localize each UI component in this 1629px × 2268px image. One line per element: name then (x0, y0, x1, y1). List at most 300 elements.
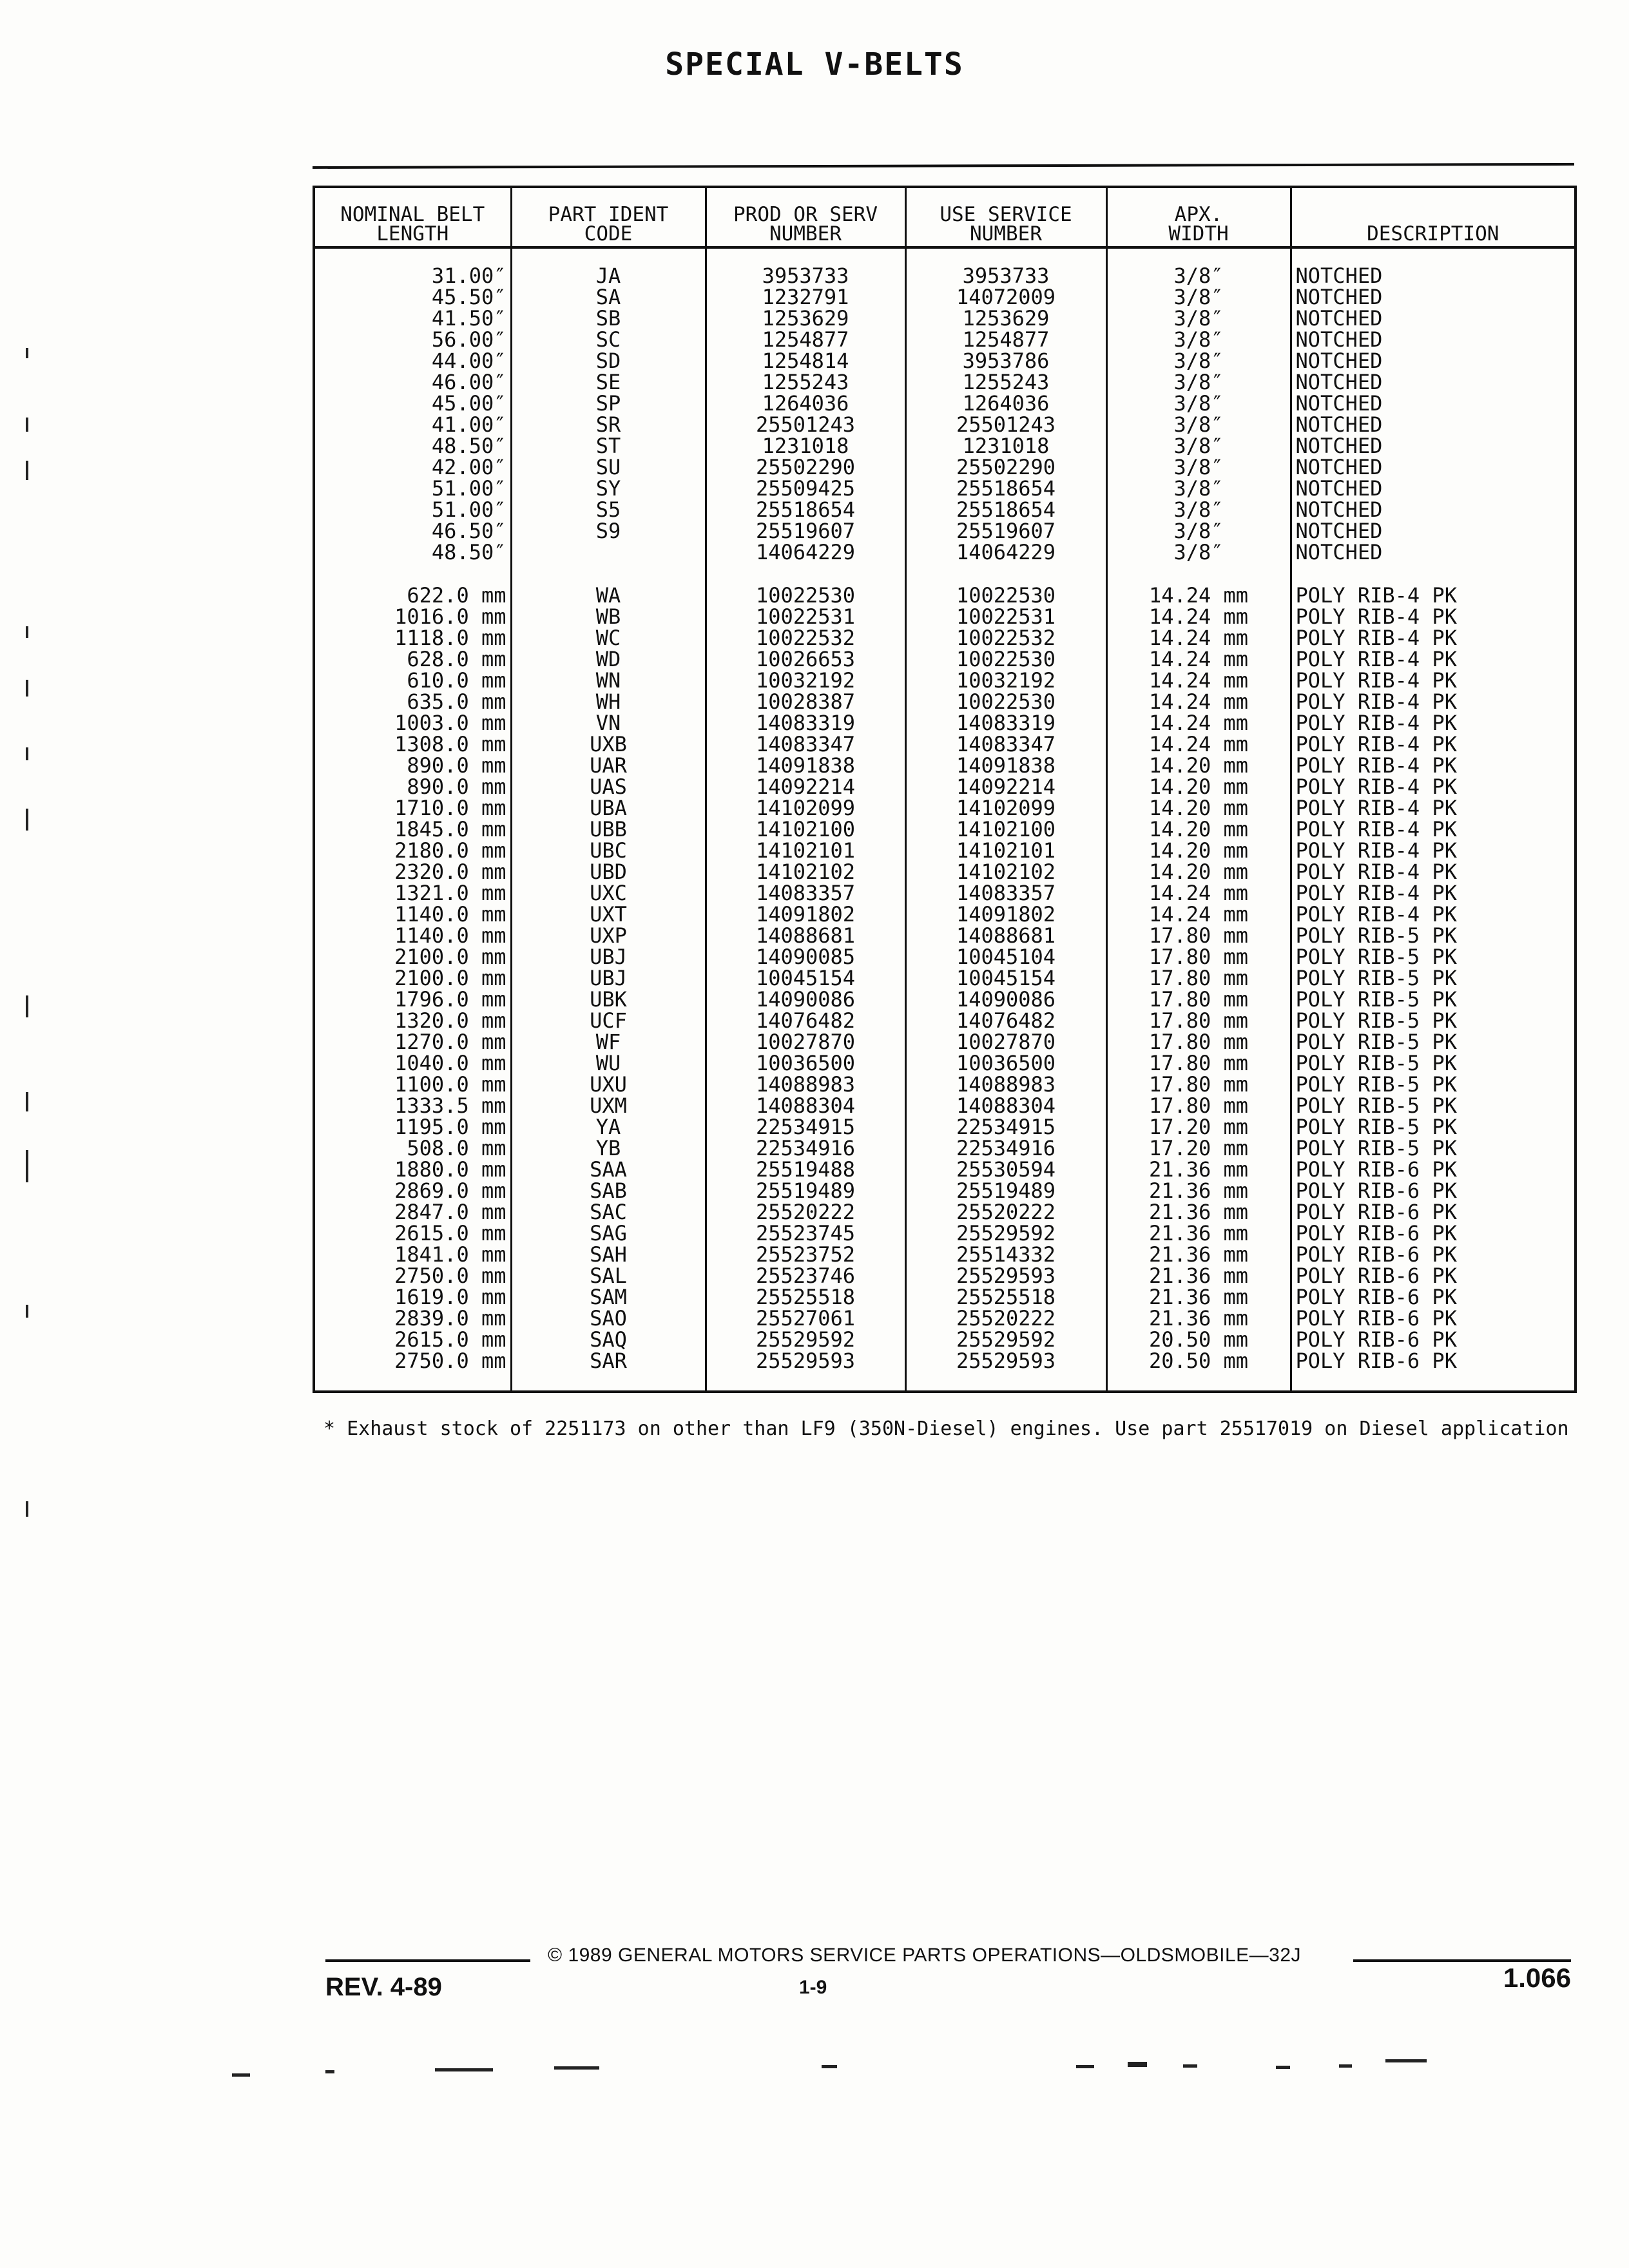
prod-or-serv-number-cell: 14076482 (706, 1010, 905, 1032)
apx-width-cell: 21.36 mm (1106, 1159, 1291, 1180)
table-filler-row (314, 1372, 1576, 1392)
part-ident-code-cell: WH (511, 691, 706, 713)
part-ident-code-cell: S5 (511, 499, 706, 521)
belt-length-cell: 610.0 mm (314, 670, 511, 691)
use-service-number-cell: 25518654 (905, 499, 1106, 521)
apx-width-cell: 17.80 mm (1106, 968, 1291, 989)
use-service-number-cell: 22534915 (905, 1117, 1106, 1138)
table-row (314, 1287, 1576, 1308)
table-row (314, 755, 1576, 776)
use-service-number-cell: 25519607 (905, 521, 1106, 542)
apx-width-cell: 14.20 mm (1106, 798, 1291, 819)
prod-or-serv-number-cell: 10026653 (706, 649, 905, 670)
table-row (314, 308, 1576, 329)
description-cell: POLY RIB-5 PK (1295, 923, 1457, 948)
part-ident-code-cell: WA (511, 563, 706, 606)
table-row (314, 329, 1576, 351)
table-header-row (314, 187, 1576, 247)
belt-length-cell: 51.00″ (314, 478, 511, 499)
apx-width-cell: 14.24 mm (1106, 670, 1291, 691)
prod-or-serv-number-cell: 25523745 (706, 1223, 905, 1244)
table-row (314, 1244, 1576, 1265)
part-ident-code-cell: SAL (511, 1265, 706, 1287)
use-service-number-cell: 14090086 (905, 989, 1106, 1010)
prod-or-serv-number-cell: 25519607 (706, 521, 905, 542)
description-cell: POLY RIB-6 PK (1295, 1157, 1457, 1182)
margin-tick (26, 1305, 28, 1318)
table-body (314, 247, 1576, 1392)
scan-smudge (325, 2070, 334, 2073)
belt-length-cell: 890.0 mm (314, 755, 511, 776)
apx-width-cell: 14.20 mm (1106, 755, 1291, 776)
apx-width-cell: 14.20 mm (1106, 861, 1291, 883)
part-ident-code-cell: VN (511, 713, 706, 734)
belt-length-cell: 2100.0 mm (314, 968, 511, 989)
use-service-number-cell: 25520222 (905, 1202, 1106, 1223)
belt-length-cell: 1140.0 mm (314, 904, 511, 925)
prod-or-serv-number-cell: 1253629 (706, 308, 905, 329)
prod-or-serv-number-cell: 14102101 (706, 840, 905, 861)
part-ident-code-cell: YB (511, 1138, 706, 1159)
margin-tick (26, 348, 28, 358)
prod-or-serv-number-cell: 25509425 (706, 478, 905, 499)
prod-or-serv-number-cell: 14102100 (706, 819, 905, 840)
header-use-service-number: USE SERVICE NUMBER (905, 187, 1106, 247)
table-row (314, 840, 1576, 861)
prod-or-serv-number-cell: 10022530 (706, 563, 905, 606)
prod-or-serv-number-cell: 1264036 (706, 393, 905, 414)
belt-length-cell: 45.00″ (314, 393, 511, 414)
prod-or-serv-number-cell: 25519488 (706, 1159, 905, 1180)
description-cell: NOTCHED (1295, 497, 1383, 522)
use-service-number-cell: 1254877 (905, 329, 1106, 351)
margin-tick (26, 747, 28, 760)
description-cell: POLY RIB-6 PK (1295, 1200, 1457, 1224)
part-ident-code-cell: SP (511, 393, 706, 414)
description-cell: POLY RIB-5 PK (1295, 1093, 1457, 1118)
description-cell: NOTCHED (1295, 455, 1383, 479)
belt-length-cell: 1619.0 mm (314, 1287, 511, 1308)
belt-length-cell: 628.0 mm (314, 649, 511, 670)
part-ident-code-cell: UXB (511, 734, 706, 755)
table-row (314, 1329, 1576, 1350)
table-row (314, 947, 1576, 968)
table-row (314, 351, 1576, 372)
prod-or-serv-number-cell: 14092214 (706, 776, 905, 798)
apx-width-cell: 14.24 mm (1106, 606, 1291, 628)
prod-or-serv-number-cell: 25502290 (706, 457, 905, 478)
description-cell: POLY RIB-4 PK (1295, 838, 1457, 863)
belt-length-cell: 2320.0 mm (314, 861, 511, 883)
apx-width-cell: 20.50 mm (1106, 1350, 1291, 1372)
belt-length-cell: 1333.5 mm (314, 1095, 511, 1117)
description-cell: POLY RIB-5 PK (1295, 1030, 1457, 1054)
apx-width-cell: 14.24 mm (1106, 734, 1291, 755)
prod-or-serv-number-cell: 14083357 (706, 883, 905, 904)
footnote: * Exhaust stock of 2251173 on other than LF9 (350N-Diesel) engines. Use part 25517019 on Diesel application (323, 1418, 1569, 1440)
prod-or-serv-number-cell: 14091802 (706, 904, 905, 925)
use-service-number-cell: 25529593 (905, 1265, 1106, 1287)
description-cell: POLY RIB-4 PK (1295, 860, 1457, 884)
description-cell: POLY RIB-6 PK (1295, 1285, 1457, 1309)
part-ident-code-cell: JA (511, 247, 706, 287)
prod-or-serv-number-cell: 1232791 (706, 287, 905, 308)
description-cell: NOTCHED (1295, 519, 1383, 543)
belt-length-cell: 48.50″ (314, 436, 511, 457)
belt-length-cell: 1796.0 mm (314, 989, 511, 1010)
belt-length-cell: 1880.0 mm (314, 1159, 511, 1180)
apx-width-cell: 14.24 mm (1106, 628, 1291, 649)
apx-width-cell: 21.36 mm (1106, 1265, 1291, 1287)
table-row (314, 861, 1576, 883)
table-row (314, 1350, 1576, 1372)
prod-or-serv-number-cell: 25523752 (706, 1244, 905, 1265)
table-row (314, 1265, 1576, 1287)
use-service-number-cell: 3953733 (905, 247, 1106, 287)
use-service-number-cell: 14091802 (905, 904, 1106, 925)
prod-or-serv-number-cell: 25520222 (706, 1202, 905, 1223)
table-row (314, 247, 1576, 287)
table-row (314, 563, 1576, 606)
use-service-number-cell: 14102100 (905, 819, 1106, 840)
prod-or-serv-number-cell: 10022532 (706, 628, 905, 649)
header-description: DESCRIPTION (1291, 187, 1576, 247)
use-service-number-cell: 14083357 (905, 883, 1106, 904)
scan-smudge (232, 2073, 250, 2077)
apx-width-cell: 17.80 mm (1106, 1053, 1291, 1074)
prod-or-serv-number-cell: 14088304 (706, 1095, 905, 1117)
description-cell: NOTCHED (1295, 327, 1383, 352)
part-ident-code-cell: SAM (511, 1287, 706, 1308)
belt-length-cell: 2180.0 mm (314, 840, 511, 861)
table-row (314, 628, 1576, 649)
description-cell: NOTCHED (1295, 306, 1383, 331)
belt-length-cell: 2869.0 mm (314, 1180, 511, 1202)
use-service-number-cell: 10022530 (905, 563, 1106, 606)
part-ident-code-cell: WD (511, 649, 706, 670)
belt-length-cell: 41.50″ (314, 308, 511, 329)
part-ident-code-cell: SAQ (511, 1329, 706, 1350)
apx-width-cell: 17.80 mm (1106, 1010, 1291, 1032)
part-ident-code-cell: SAO (511, 1308, 706, 1329)
margin-tick (26, 995, 28, 1017)
table-row (314, 734, 1576, 755)
table-row (314, 287, 1576, 308)
use-service-number-cell: 10045154 (905, 968, 1106, 989)
use-service-number-cell: 25518654 (905, 478, 1106, 499)
apx-width-cell: 17.80 mm (1106, 947, 1291, 968)
margin-tick (26, 461, 28, 480)
part-ident-code-cell: UXU (511, 1074, 706, 1095)
description-cell: POLY RIB-6 PK (1295, 1349, 1457, 1373)
prod-or-serv-number-cell: 14090085 (706, 947, 905, 968)
part-ident-code-cell: SY (511, 478, 706, 499)
prod-or-serv-number-cell: 25529592 (706, 1329, 905, 1350)
filler-cell (1106, 1372, 1291, 1392)
use-service-number-cell: 25501243 (905, 414, 1106, 436)
prod-or-serv-number-cell: 25518654 (706, 499, 905, 521)
table-row (314, 649, 1576, 670)
belt-length-cell: 1308.0 mm (314, 734, 511, 755)
table-row (314, 1159, 1576, 1180)
part-ident-code-cell: WN (511, 670, 706, 691)
prod-or-serv-number-cell: 14083347 (706, 734, 905, 755)
belt-length-cell: 1710.0 mm (314, 798, 511, 819)
table-row (314, 989, 1576, 1010)
table-row (314, 436, 1576, 457)
prod-or-serv-number-cell: 22534915 (706, 1117, 905, 1138)
table-row (314, 414, 1576, 436)
apx-width-cell: 3/8″ (1106, 414, 1291, 436)
use-service-number-cell: 14064229 (905, 542, 1106, 563)
page-sub-number: 1-9 (799, 1977, 827, 1998)
prod-or-serv-number-cell: 14102099 (706, 798, 905, 819)
apx-width-cell: 3/8″ (1106, 499, 1291, 521)
part-ident-code-cell: UBK (511, 989, 706, 1010)
table-row (314, 1010, 1576, 1032)
prod-or-serv-number-cell: 1254814 (706, 351, 905, 372)
belt-length-cell: 42.00″ (314, 457, 511, 478)
belt-length-cell: 41.00″ (314, 414, 511, 436)
use-service-number-cell: 14083319 (905, 713, 1106, 734)
belt-length-cell: 1003.0 mm (314, 713, 511, 734)
use-service-number-cell: 25502290 (905, 457, 1106, 478)
description-cell: POLY RIB-6 PK (1295, 1178, 1457, 1203)
description-cell: POLY RIB-6 PK (1295, 1221, 1457, 1245)
apx-width-cell: 17.20 mm (1106, 1138, 1291, 1159)
belt-length-cell: 508.0 mm (314, 1138, 511, 1159)
table-row (314, 1308, 1576, 1329)
table-row (314, 393, 1576, 414)
apx-width-cell: 3/8″ (1106, 457, 1291, 478)
apx-width-cell: 3/8″ (1106, 308, 1291, 329)
use-service-number-cell: 10022531 (905, 606, 1106, 628)
belt-length-cell: 31.00″ (314, 247, 511, 287)
part-ident-code-cell: ST (511, 436, 706, 457)
filler-cell (314, 1372, 511, 1392)
part-ident-code-cell: SR (511, 414, 706, 436)
scan-smudge (1385, 2059, 1427, 2062)
prod-or-serv-number-cell: 25525518 (706, 1287, 905, 1308)
prod-or-serv-number-cell: 25519489 (706, 1180, 905, 1202)
belt-length-cell: 1320.0 mm (314, 1010, 511, 1032)
table-row (314, 1074, 1576, 1095)
scan-smudge (1276, 2066, 1290, 2069)
apx-width-cell: 21.36 mm (1106, 1202, 1291, 1223)
belt-length-cell: 48.50″ (314, 542, 511, 563)
apx-width-cell: 14.24 mm (1106, 649, 1291, 670)
use-service-number-cell: 25520222 (905, 1308, 1106, 1329)
use-service-number-cell: 14102101 (905, 840, 1106, 861)
description-cell: NOTCHED (1295, 412, 1383, 437)
description-cell: POLY RIB-5 PK (1295, 1008, 1457, 1033)
description-cell: POLY RIB-6 PK (1295, 1264, 1457, 1288)
part-ident-code-cell: SAR (511, 1350, 706, 1372)
belt-length-cell: 1321.0 mm (314, 883, 511, 904)
belt-length-cell: 2839.0 mm (314, 1308, 511, 1329)
part-ident-code-cell (511, 542, 706, 563)
apx-width-cell: 14.20 mm (1106, 840, 1291, 861)
use-service-number-cell: 25529593 (905, 1350, 1106, 1372)
margin-tick (26, 626, 28, 638)
table-row (314, 1223, 1576, 1244)
table-row (314, 1138, 1576, 1159)
part-ident-code-cell: UXC (511, 883, 706, 904)
belt-length-cell: 1845.0 mm (314, 819, 511, 840)
prod-or-serv-number-cell: 10028387 (706, 691, 905, 713)
use-service-number-cell: 14091838 (905, 755, 1106, 776)
apx-width-cell: 3/8″ (1106, 351, 1291, 372)
description-cell: POLY RIB-5 PK (1295, 1115, 1457, 1139)
use-service-number-cell: 1255243 (905, 372, 1106, 393)
part-ident-code-cell: UAR (511, 755, 706, 776)
part-ident-code-cell: WB (511, 606, 706, 628)
part-ident-code-cell: UBD (511, 861, 706, 883)
apx-width-cell: 3/8″ (1106, 329, 1291, 351)
part-ident-code-cell: SAH (511, 1244, 706, 1265)
belt-length-cell: 1100.0 mm (314, 1074, 511, 1095)
table-row (314, 925, 1576, 947)
prod-or-serv-number-cell: 3953733 (706, 247, 905, 287)
prod-or-serv-number-cell: 10032192 (706, 670, 905, 691)
belt-length-cell: 56.00″ (314, 329, 511, 351)
use-service-number-cell: 10045104 (905, 947, 1106, 968)
prod-or-serv-number-cell: 1254877 (706, 329, 905, 351)
belt-length-cell: 46.00″ (314, 372, 511, 393)
description-cell: POLY RIB-4 PK (1295, 626, 1457, 650)
table-row (314, 968, 1576, 989)
prod-or-serv-number-cell: 25501243 (706, 414, 905, 436)
use-service-number-cell: 25514332 (905, 1244, 1106, 1265)
use-service-number-cell: 25525518 (905, 1287, 1106, 1308)
table-row (314, 521, 1576, 542)
apx-width-cell: 3/8″ (1106, 542, 1291, 563)
table-row (314, 1095, 1576, 1117)
description-cell: POLY RIB-5 PK (1295, 987, 1457, 1012)
table-row (314, 798, 1576, 819)
use-service-number-cell: 10022530 (905, 691, 1106, 713)
part-ident-code-cell: WF (511, 1032, 706, 1053)
prod-or-serv-number-cell: 14088983 (706, 1074, 905, 1095)
table-row (314, 713, 1576, 734)
part-ident-code-cell: SAG (511, 1223, 706, 1244)
use-service-number-cell: 14072009 (905, 287, 1106, 308)
belt-table (313, 186, 1577, 1393)
header-prod-or-serv-number: PROD OR SERV NUMBER (706, 187, 905, 247)
table-row (314, 606, 1576, 628)
belt-length-cell: 2750.0 mm (314, 1265, 511, 1287)
apx-width-cell: 14.20 mm (1106, 819, 1291, 840)
scan-smudge (1339, 2064, 1352, 2068)
use-service-number-cell: 14102099 (905, 798, 1106, 819)
use-service-number-cell: 10022530 (905, 649, 1106, 670)
belt-length-cell: 890.0 mm (314, 776, 511, 798)
margin-tick (26, 809, 28, 831)
part-ident-code-cell: UBJ (511, 947, 706, 968)
description-cell: POLY RIB-5 PK (1295, 966, 1457, 990)
description-cell: POLY RIB-4 PK (1295, 774, 1457, 799)
belt-length-cell: 635.0 mm (314, 691, 511, 713)
description-cell: POLY RIB-4 PK (1295, 817, 1457, 841)
belt-length-cell: 46.50″ (314, 521, 511, 542)
table-row (314, 372, 1576, 393)
table-row (314, 1202, 1576, 1223)
apx-width-cell: 21.36 mm (1106, 1223, 1291, 1244)
use-service-number-cell: 1253629 (905, 308, 1106, 329)
apx-width-cell: 3/8″ (1106, 247, 1291, 287)
use-service-number-cell: 25519489 (905, 1180, 1106, 1202)
description-cell: POLY RIB-4 PK (1295, 583, 1457, 608)
prod-or-serv-number-cell: 1255243 (706, 372, 905, 393)
use-service-number-cell: 14088304 (905, 1095, 1106, 1117)
apx-width-cell: 17.80 mm (1106, 925, 1291, 947)
use-service-number-cell: 22534916 (905, 1138, 1106, 1159)
description-cell: NOTCHED (1295, 264, 1383, 288)
description-cell: POLY RIB-4 PK (1295, 689, 1457, 714)
belt-length-cell: 1841.0 mm (314, 1244, 511, 1265)
part-ident-code-cell: SB (511, 308, 706, 329)
description-cell: POLY RIB-6 PK (1295, 1242, 1457, 1267)
scan-smudge (435, 2068, 493, 2071)
filler-cell (511, 1372, 706, 1392)
description-cell: NOTCHED (1295, 391, 1383, 416)
prod-or-serv-number-cell: 10022531 (706, 606, 905, 628)
apx-width-cell: 3/8″ (1106, 521, 1291, 542)
scan-smudge (822, 2065, 837, 2068)
description-cell: NOTCHED (1295, 434, 1383, 458)
apx-width-cell: 17.80 mm (1106, 1095, 1291, 1117)
prod-or-serv-number-cell: 14088681 (706, 925, 905, 947)
use-service-number-cell: 1231018 (905, 436, 1106, 457)
description-cell: NOTCHED (1295, 370, 1383, 394)
margin-tick (26, 418, 28, 432)
apx-width-cell: 17.80 mm (1106, 1032, 1291, 1053)
use-service-number-cell: 1264036 (905, 393, 1106, 414)
description-cell: NOTCHED (1295, 285, 1383, 309)
use-service-number-cell: 14076482 (905, 1010, 1106, 1032)
scan-smudge (1128, 2062, 1147, 2067)
description-cell: POLY RIB-6 PK (1295, 1327, 1457, 1352)
copyright-line: © 1989 GENERAL MOTORS SERVICE PARTS OPERATIONS—OLDSMOBILE—32J (548, 1945, 1302, 1966)
apx-width-cell: 21.36 mm (1106, 1244, 1291, 1265)
table-row (314, 1180, 1576, 1202)
description-cell: POLY RIB-4 PK (1295, 902, 1457, 927)
filler-cell (706, 1372, 905, 1392)
margin-tick (26, 1092, 28, 1111)
part-ident-code-cell: SD (511, 351, 706, 372)
footer-rule-right (1353, 1959, 1571, 1962)
belt-length-cell: 1140.0 mm (314, 925, 511, 947)
table-top-rule (313, 163, 1574, 169)
part-ident-code-cell: UBJ (511, 968, 706, 989)
prod-or-serv-number-cell: 14064229 (706, 542, 905, 563)
apx-width-cell: 14.24 mm (1106, 563, 1291, 606)
belt-table-region (313, 166, 1574, 1393)
page-number: 1.066 (1503, 1963, 1571, 1993)
description-cell: POLY RIB-4 PK (1295, 881, 1457, 905)
prod-or-serv-number-cell: 10045154 (706, 968, 905, 989)
apx-width-cell: 3/8″ (1106, 393, 1291, 414)
part-ident-code-cell: YA (511, 1117, 706, 1138)
belt-length-cell: 622.0 mm (314, 563, 511, 606)
part-ident-code-cell: SAC (511, 1202, 706, 1223)
use-service-number-cell: 14092214 (905, 776, 1106, 798)
part-ident-code-cell: SAB (511, 1180, 706, 1202)
part-ident-code-cell: WC (511, 628, 706, 649)
part-ident-code-cell: UXM (511, 1095, 706, 1117)
use-service-number-cell: 10027870 (905, 1032, 1106, 1053)
description-cell: POLY RIB-5 PK (1295, 1072, 1457, 1097)
